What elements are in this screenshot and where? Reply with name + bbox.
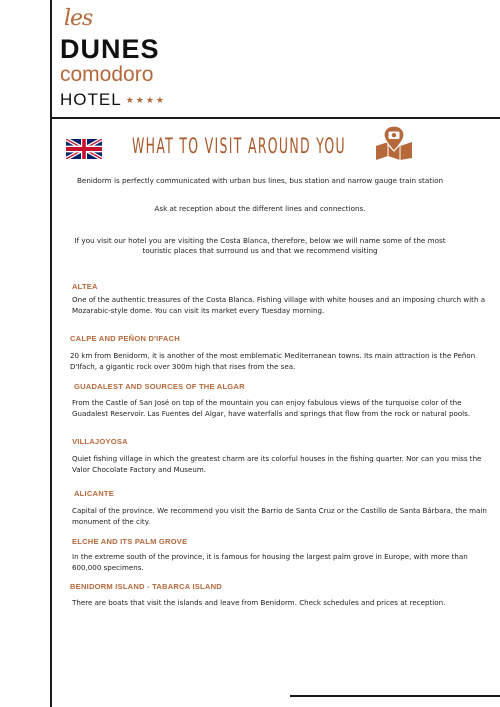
intro-costa-blanca-2: touristic places that surround us and that we recommend visiting: [142, 246, 378, 255]
section-title-guadalest: GUADALEST AND SOURCES OF THE ALGAR: [74, 382, 245, 391]
hotel-logo: [60, 8, 200, 110]
left-vertical-rule: [50, 0, 52, 707]
bottom-horizontal-rule: [290, 695, 500, 697]
section-title-altea: ALTEA: [72, 282, 98, 291]
logo-hotel-word: HOTEL: [60, 90, 122, 109]
section-body-elche: In the extreme south of the province, it is famous for housing the largest palm grove in Europe, with more than 600,000 specimens.: [72, 552, 468, 572]
page-title: WHAT TO VISIT AROUND YOU: [132, 134, 346, 158]
section-title-alicante: ALICANTE: [74, 489, 114, 498]
map-camera-icon: [374, 124, 414, 160]
logo-hotel-line: [60, 90, 200, 110]
section-body-guadalest: From the Castle of San José on top of the mountain you can enjoy fabulous views of the turquoise color of the Guadalest Reservoir. Las Fuentes del Algar, have waterfalls and springs that flow from the rock or natural pools.: [72, 398, 471, 418]
section-title-elche: ELCHE AND ITS PALM GROVE: [72, 537, 188, 546]
section-title-calpe: CALPE AND PEÑON D'IFACH: [70, 334, 180, 343]
intro-transport: Benidorm is perfectly communicated with urban bus lines, bus station and narrow gauge train station: [76, 176, 444, 185]
section-body-calpe: 20 km from Benidorm, it is another of the most emblematic Mediterranean towns. Its main attraction is the Peñon D'Ifach, a gigantic rock over 300m high that rises from the sea.: [70, 351, 476, 371]
uk-flag-icon: [66, 139, 102, 159]
logo-subname: comodoro: [60, 63, 154, 86]
top-horizontal-rule: [52, 117, 500, 119]
section-body-villajoyosa: Quiet fishing village in which the greatest charm are its colorful houses in the fishing quarter. Nor can you miss the Valor Chocolate Factory and Museum.: [72, 454, 482, 474]
logo-script: les: [64, 6, 93, 31]
section-title-villajoyosa: VILLAJOYOSA: [72, 437, 128, 446]
intro-reception: Ask at reception about the different lines and connections.: [154, 204, 366, 213]
section-body-islands: There are boats that visit the islands and leave from Benidorm. Check schedules and prices at reception.: [72, 598, 446, 607]
section-body-altea: One of the authentic treasures of the Costa Blanca. Fishing village with white houses and an imposing church with a Mozarabic-style dome. You can visit its market every Tuesday morning.: [72, 295, 486, 315]
intro-costa-blanca-1: If you visit our hotel you are visiting the Costa Blanca, therefore, below we will name some of the most: [74, 236, 446, 245]
logo-stars: ★★★★: [125, 95, 166, 105]
logo-name: DUNES: [60, 34, 160, 64]
section-title-islands: BENIDORM ISLAND - TABARCA ISLAND: [70, 582, 222, 591]
section-body-alicante: Capital of the province. We recommend you visit the Barrio de Santa Cruz or the Castillo de Santa Bárbara, the main monument of the city.: [72, 506, 487, 526]
